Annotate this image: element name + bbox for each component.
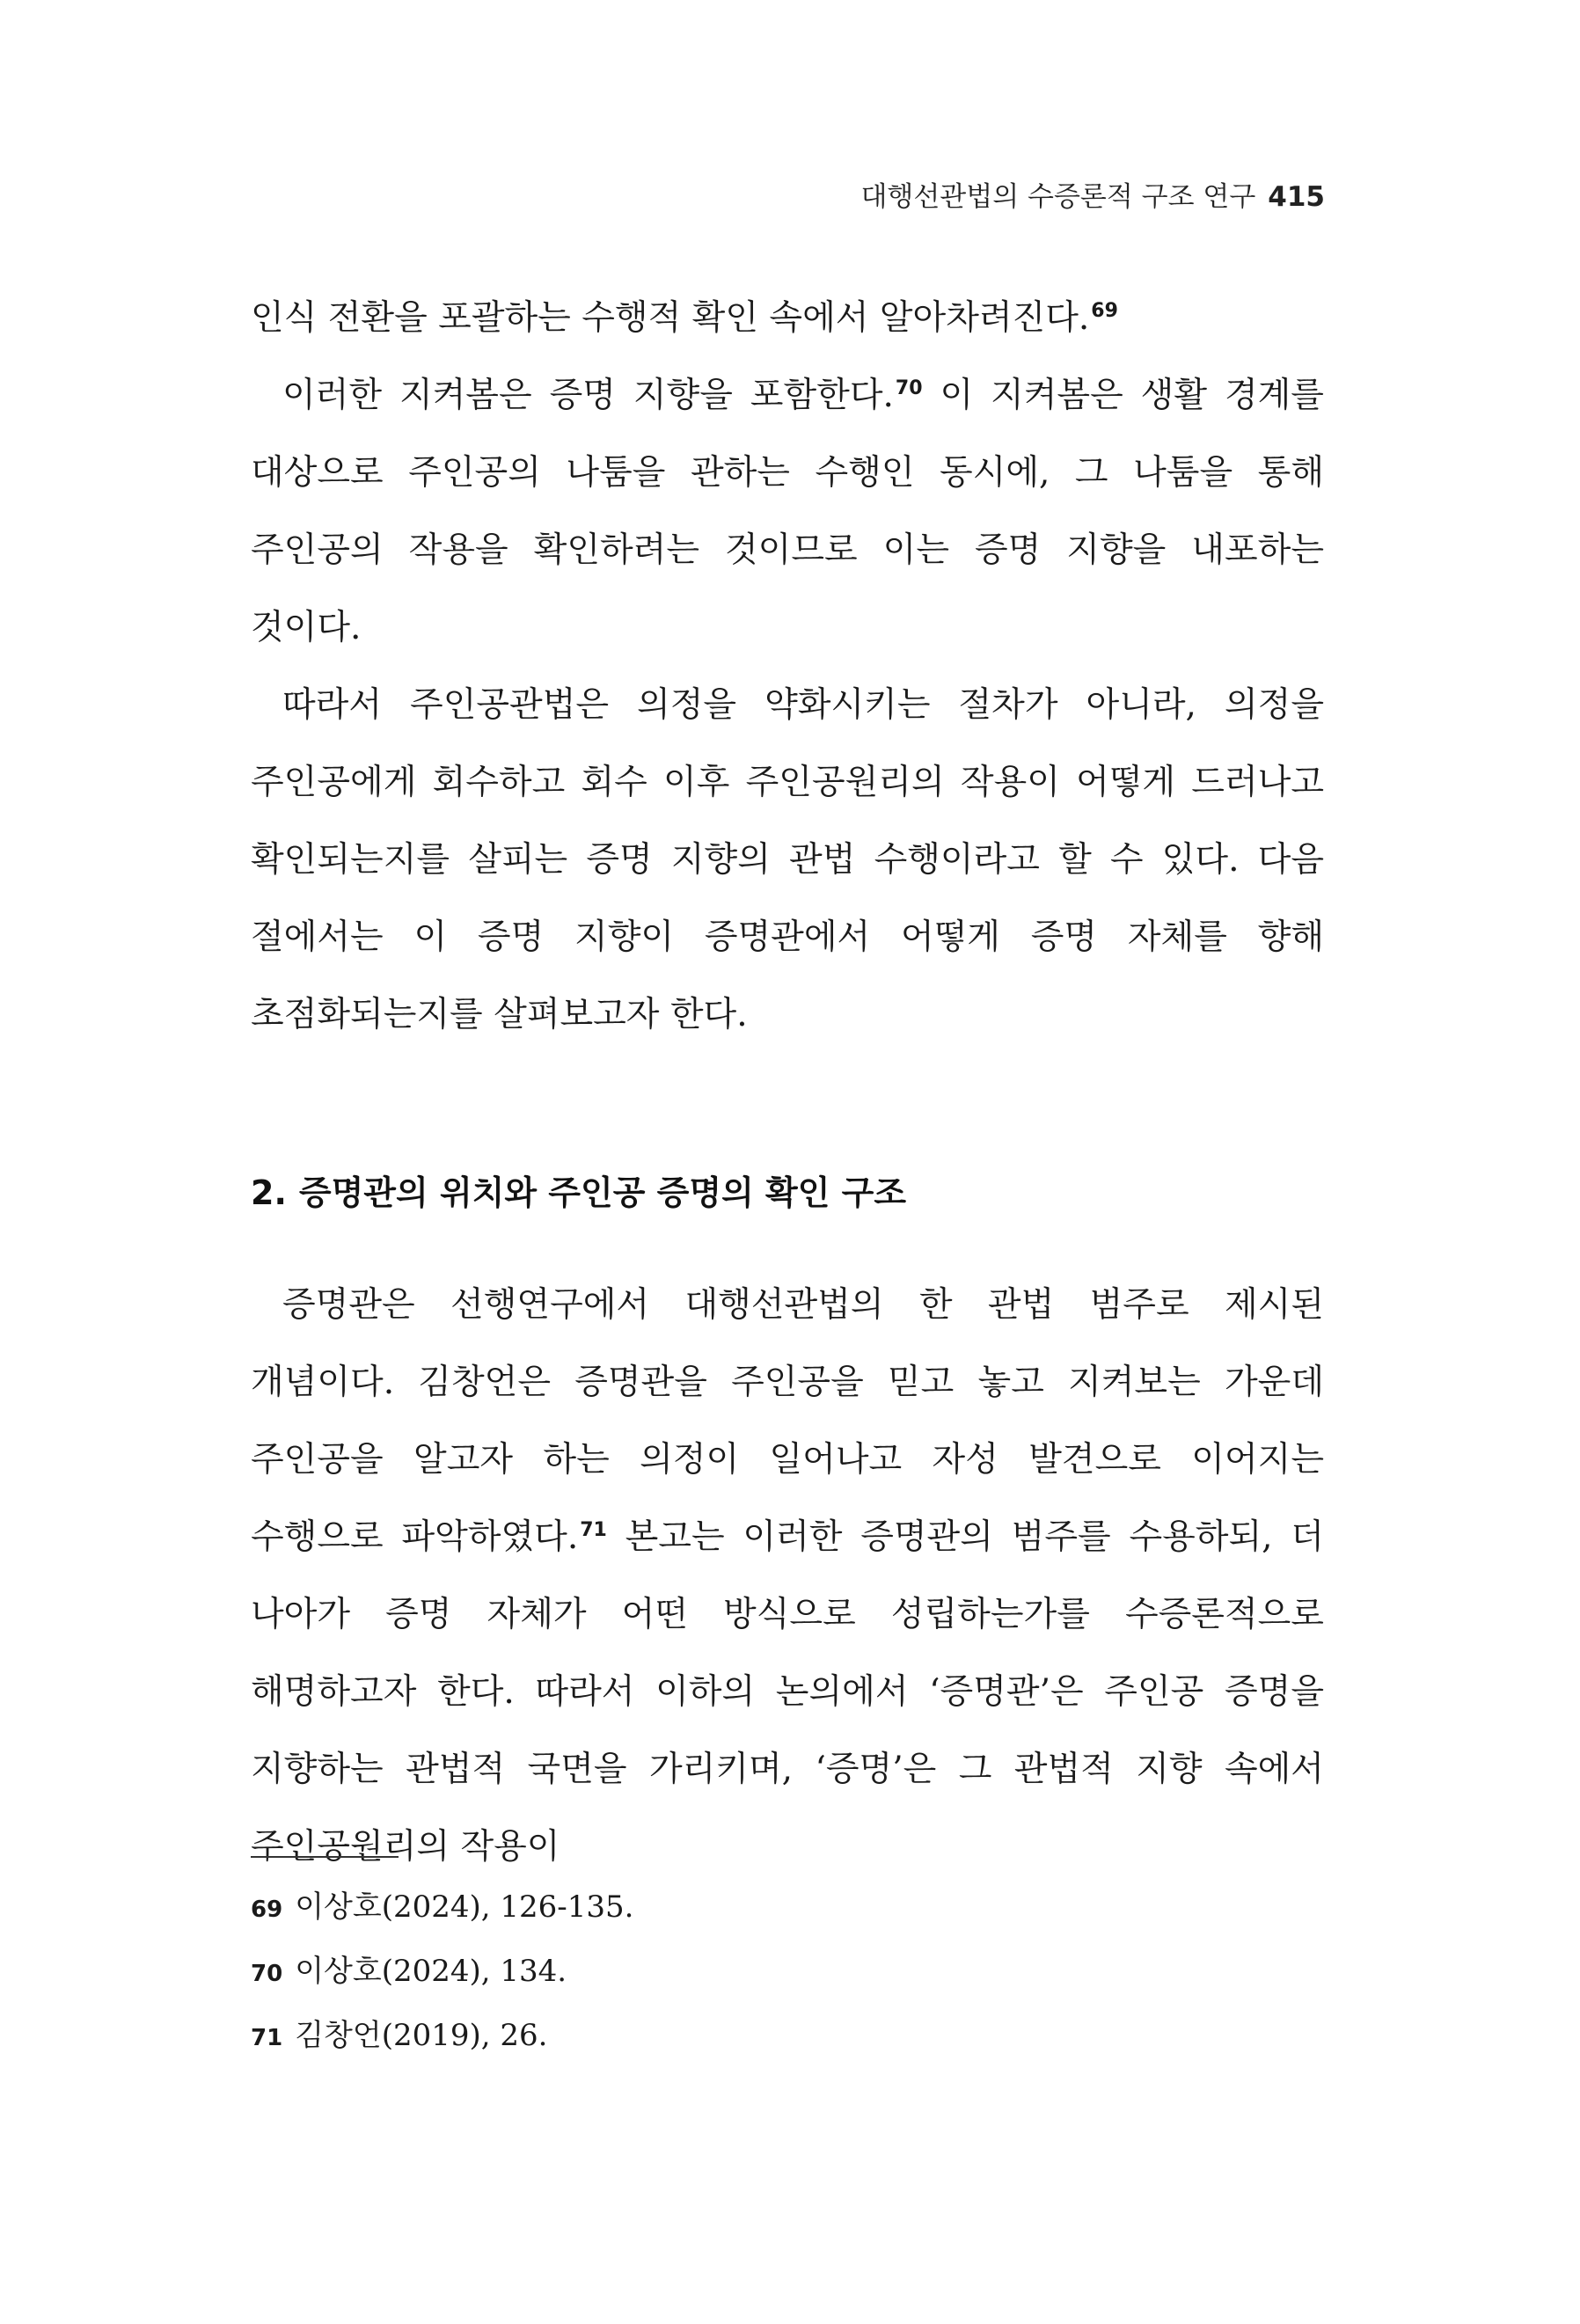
paragraph-2-text-b: 이 지켜봄은 생활 경계를 대상으로 주인공의 나툼을 관하는 수행인 동시에, 그 나툼을 통해 주인공의 작용을 확인하려는 것이므로 이는 증명 지향을 내포하는 것이다. xyxy=(251,376,1324,647)
footnote-number: 69 xyxy=(251,1896,283,1923)
page-number: 415 xyxy=(1268,181,1325,213)
footnote-number: 70 xyxy=(251,1961,283,1987)
paragraph-4 xyxy=(251,1267,1324,1886)
paragraph-2-text-a: 이러한 지켜봄은 증명 지향을 포함한다. xyxy=(282,376,894,415)
footnote-text: 이상호(2024), 126-135. xyxy=(295,1889,634,1925)
paragraph-1 xyxy=(251,280,1324,357)
footnote-text: 이상호(2024), 134. xyxy=(295,1954,567,1989)
body-text-top xyxy=(251,280,1324,1054)
paragraph-2 xyxy=(251,357,1324,667)
footnote-ref-71[interactable]: 71 xyxy=(580,1519,607,1541)
paragraph-4-text-b: 본고는 이러한 증명관의 범주를 수용하되, 더 나아가 증명 자체가 어떤 방식으로 성립하는가를 수증론적으로 해명하고자 한다. 따라서 이하의 논의에서 ‘증명관’은 주인공 증명을 지향하는 관법적 국면을 가리키며, ‘증명’은 그 관법적 지향 속에서 주인공원리의 작용이 xyxy=(251,1517,1324,1867)
footnote-text: 김창언(2019), 26. xyxy=(295,2018,548,2053)
paragraph-3 xyxy=(251,667,1324,1054)
footnote-separator xyxy=(251,1856,399,1858)
section-title: 증명관의 위치와 주인공 증명의 확인 구조 xyxy=(298,1173,907,1212)
footnote-number: 71 xyxy=(251,2025,283,2051)
running-title: 대행선관법의 수증론적 구조 연구 xyxy=(860,181,1256,213)
footnote-69 xyxy=(251,1876,1324,1940)
footnote-ref-69[interactable]: 69 xyxy=(1091,300,1118,322)
footnote-ref-70[interactable]: 70 xyxy=(895,377,923,399)
body-text-bottom xyxy=(251,1267,1324,1886)
paragraph-1-text: 인식 전환을 포괄하는 수행적 확인 속에서 알아차려진다. xyxy=(251,298,1090,338)
section-heading xyxy=(251,1166,906,1214)
footnotes xyxy=(251,1876,1324,2069)
section-number: 2. xyxy=(251,1173,287,1212)
paragraph-3-text: 따라서 주인공관법은 의정을 약화시키는 절차가 아니라, 의정을 주인공에게 회수하고 회수 이후 주인공원리의 작용이 어떻게 드러나고 확인되는지를 살피는 증명 지향의 관법 수행이라고 할 수 있다. 다음 절에서는 이 증명 지향이 증명관에서 어떻게 증명 자체를 향해 초점화되는지를 살펴보고자 한다. xyxy=(251,685,1324,1034)
footnote-70 xyxy=(251,1940,1324,2005)
running-header xyxy=(860,174,1325,214)
paragraph-4-text-a: 증명관은 선행연구에서 대행선관법의 한 관법 범주로 제시된 개념이다. 김창언은 증명관을 주인공을 믿고 놓고 지켜보는 가운데 주인공을 알고자 하는 의정이 일어나고 자성 발견으로 이어지는 수행으로 파악하였다. xyxy=(251,1285,1324,1557)
footnote-71 xyxy=(251,2005,1324,2069)
